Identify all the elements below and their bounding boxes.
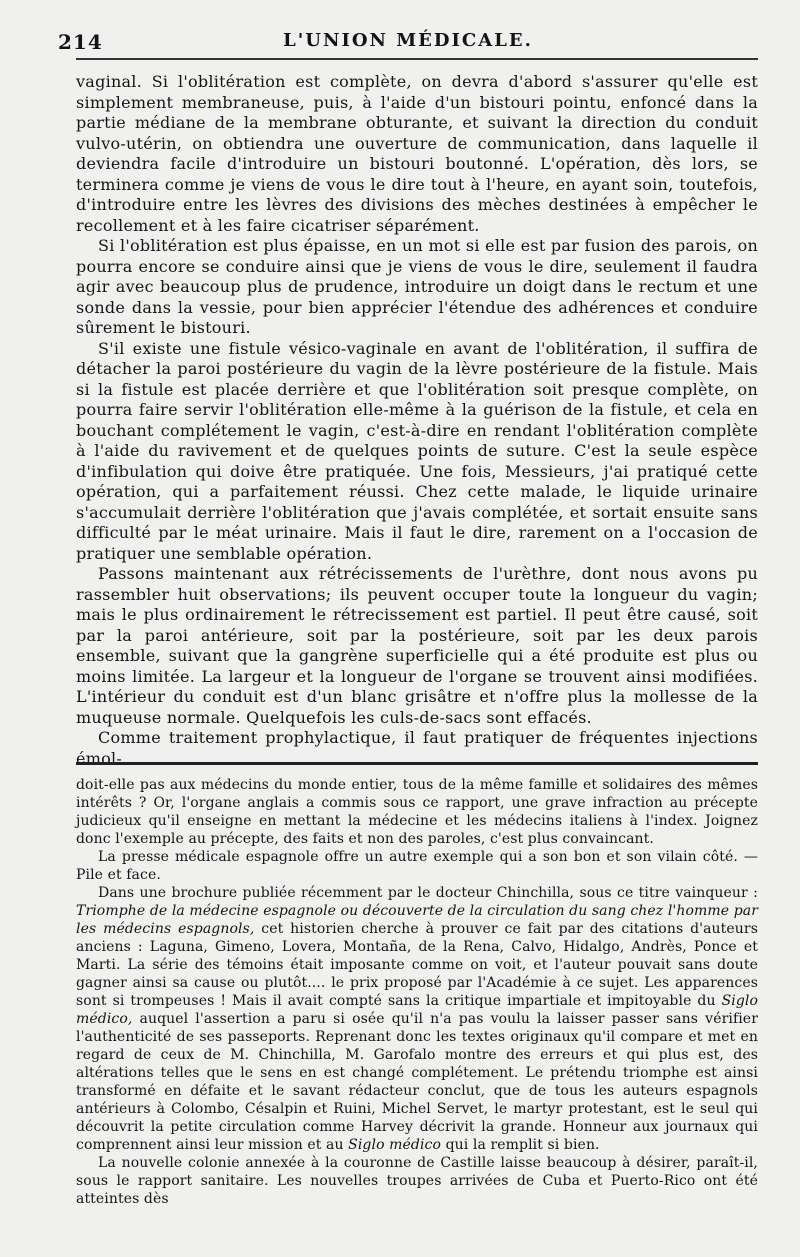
page-header [58,22,758,52]
page-number: 214 [58,30,103,54]
article-paragraph: Passons maintenant aux rétrécissements de l'urèthre, dont nous avons pu rassembler huit observations; ils peuvent occuper toute la longueur du vagin; mais le plus ordinairement le rétrecissement est partiel. Il peut être causé, soit par la paroi antérieure, soit par la postérieure, soit par les deux parois ensemble, suivant que la gangrène superficielle qui a été produite est plus ou moins limitée. La largeur et la longueur de l'organe se trouvent ainsi modifiées. L'intérieur du conduit est d'un blanc grisâtre et n'offre plus la mollesse de la muqueuse normale. Quelquefois les culs-de-sacs sont effacés. [76,564,758,727]
journal-title: L'UNION MÉDICALE. [283,30,533,51]
article-paragraph: Comme traitement prophylactique, il faut pratiquer de fréquentes injections émol- [76,728,758,768]
feuilleton-paragraph: doit-elle pas aux médecins du monde entier, tous de la même famille et solidaires des mêmes intérêts ? Or, l'organe anglais a commis sous ce rapport, une grave infraction au précepte judicieux qu'il enseigne en mettant la médecine et les médecins italiens à l'index. Joignez donc l'exemple au précepte, des faits et non des paroles, c'est plus convaincant. [76,777,758,847]
feuilleton-text: qui la remplit si bien. [445,1137,600,1153]
article-paragraph: Si l'oblitération est plus épaisse, en un mot si elle est par fusion des parois, on pourra encore se conduire ainsi que je viens de vous le dire, seulement il faudra agir avec beaucoup plus de prudence, introduire un doigt dans le rectum et une sonde dans la vessie, pour bien apprécier l'étendue des adhérences et conduire sûrement le bistouri. [76,236,758,337]
article-paragraph: vaginal. Si l'oblitération est complète, on devra d'abord s'assurer qu'elle est simplement membraneuse, puis, à l'aide d'un bistouri pointu, enfoncé dans la partie médiane de la membrane obturante, et suivant la direction du conduit vulvo-utérin, on obtiendra une ouverture de communication, dans laquelle il deviendra facile d'introduire un bistouri boutonné. L'opération, dès lors, se terminera comme je viens de vous le dire tout à l'heure, en ayant soin, toutefois, d'introduire entre les lèvres des divisions des mèches destinées à empêcher le recollement et à les faire cicatriser séparément. [76,72,758,235]
feuilleton-text: auquel l'assertion a paru si osée qu'il n'a pas voulu la laisser passer sans vérifier l'authenticité de ses passeports. Reprenant donc les textes originaux qu'il compare et met en regard de ceux de M. Chinchilla, M. Garofalo montre des erreurs et qui plus est, des altérations telles que le sens en est changé complétement. Le prétendu triomphe est ainsi transformé en défaite et le savant rédacteur conclut, que de tous les auteurs espagnols antérieurs à Colombo, Césalpin et Ruini, Michel Servet, le martyr protestant, est le seul qui découvrit la petite circulation comme Harvey décrivit la grande. Honneur aux journaux qui comprennent ainsi leur mission et au [76,1011,758,1153]
feuilleton-paragraph [76,884,758,1154]
main-article [76,72,758,769]
article-paragraph: S'il existe une fistule vésico-vaginale en avant de l'oblitération, il suffira de détacher la paroi postérieure du vagin de la lèvre postérieure de la fistule. Mais si la fistule est placée derrière et que l'oblitération soit presque complète, on pourra faire servir l'oblitération elle-même à la guérison de la fistule, et cela en bouchant complétement le vagin, c'est-à-dire en rendant l'oblitération complète à l'aide du ravivement et de quelques points de suture. C'est la seule espèce d'infibulation qui doive être pratiquée. Une fois, Messieurs, j'ai pratiqué cette opération, qui a parfaitement réussi. Chez cette malade, le liquide urinaire s'accumulait derrière l'oblitération que j'avais complétée, et sortait ensuite sans difficulté par le méat urinaire. Mais il faut le dire, rarement on a l'occasion de pratiquer une semblable opération. [76,338,758,563]
feuilleton-text: Dans une brochure publiée récemment par le docteur Chinchilla, sous ce titre vainqueur : [98,885,758,901]
feuilleton-paragraph: La presse médicale espagnole offre un autre exemple qui a son bon et son vilain côté. — Pile et face. [76,849,758,883]
feuilleton-separator [76,762,758,765]
header-rule [76,58,758,60]
feuilleton-paragraph: La nouvelle colonie annexée à la couronne de Castille laisse beaucoup à désirer, paraît-il, sous le rapport sanitaire. Les nouvelles troupes arrivées de Cuba et Puerto-Rico ont été atteintes dès [76,1155,758,1207]
feuilleton-section [76,776,758,1208]
feuilleton-text: cet historien cherche à prouver ce fait par des citations d'auteurs anciens : Laguna, Gimeno, Lovera, Montaña, de la Rena, Calvo, Hidalgo, Andrès, Ponce et Marti. La série des témoins était imposante comme on voit, et l'auteur pouvait sans doute gagner ainsi sa cause ou plutôt.... le prix proposé par l'Académie à ce sujet. Les apparences sont si trompeuses ! Mais il avait compté sans la critique impartiale et impitoyable du [76,921,758,1009]
journal-name: Siglo médico, [76,993,758,1027]
journal-name: Siglo médico [348,1137,442,1153]
book-title: Triomphe de la médecine espagnole ou découverte de la circulation du sang chez l'homme par les médecins espagnols, [76,903,758,937]
